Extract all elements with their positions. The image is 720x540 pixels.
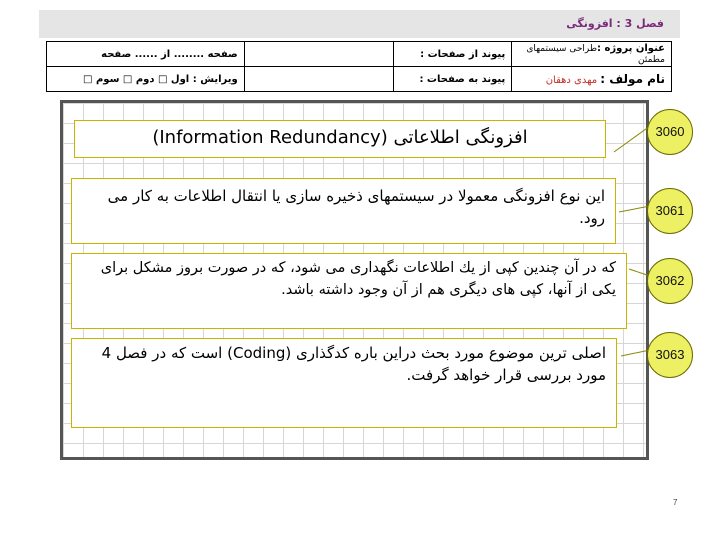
author-value: مهدی دهقان [545, 75, 598, 86]
slide-text-box-1: این نوع افزونگی معمولا در سیستمهای ذخیره سازی یا انتقال اطلاعات به کار می رود. [71, 178, 616, 244]
project-label: عنوان پروژه : [597, 43, 665, 54]
callout-3060[interactable]: 3060 [647, 109, 693, 155]
callout-3062[interactable]: 3062 [647, 258, 693, 304]
chapter-title: فصل 3 : افزونگی [566, 17, 664, 30]
header-table [46, 41, 672, 92]
chapter-bar [39, 10, 680, 38]
link-to-label: پیوند به صفحات : [394, 67, 512, 92]
link-to-value[interactable] [244, 67, 394, 92]
slide-text-box-3: اصلی ترین موضوع مورد بحث دراین باره کدگذاری (Coding) است که در فصل 4 مورد بررسی قرار خواهد گرفت. [71, 338, 617, 428]
author-cell [512, 67, 672, 92]
callout-3063[interactable]: 3063 [647, 332, 693, 378]
slide-frame [60, 100, 649, 460]
page-number: 7 [673, 498, 678, 507]
project-cell [512, 42, 672, 67]
edition-options: ویرایش : اول □ دوم □ سوم □ [47, 67, 245, 92]
page-of: صفحه ........ از ...... صفحه [47, 42, 245, 67]
project-value: طراحی سیستمهای مطمئن [526, 44, 665, 65]
link-from-value[interactable] [244, 42, 394, 67]
slide-title-box: افزونگی اطلاعاتی (Information Redundancy) [74, 120, 606, 158]
author-label: نام مولف : [600, 72, 665, 86]
link-from-label: پیوند از صفحات : [394, 42, 512, 67]
callout-3061[interactable]: 3061 [647, 188, 693, 234]
slide-text-box-2: که در آن چندین کپی از یك اطلاعات نگهداری می شود، که در صورت بروز مشکل برای یکی از آنها، کپی های دیگری هم از آن وجود داشته باشد. [71, 253, 627, 329]
